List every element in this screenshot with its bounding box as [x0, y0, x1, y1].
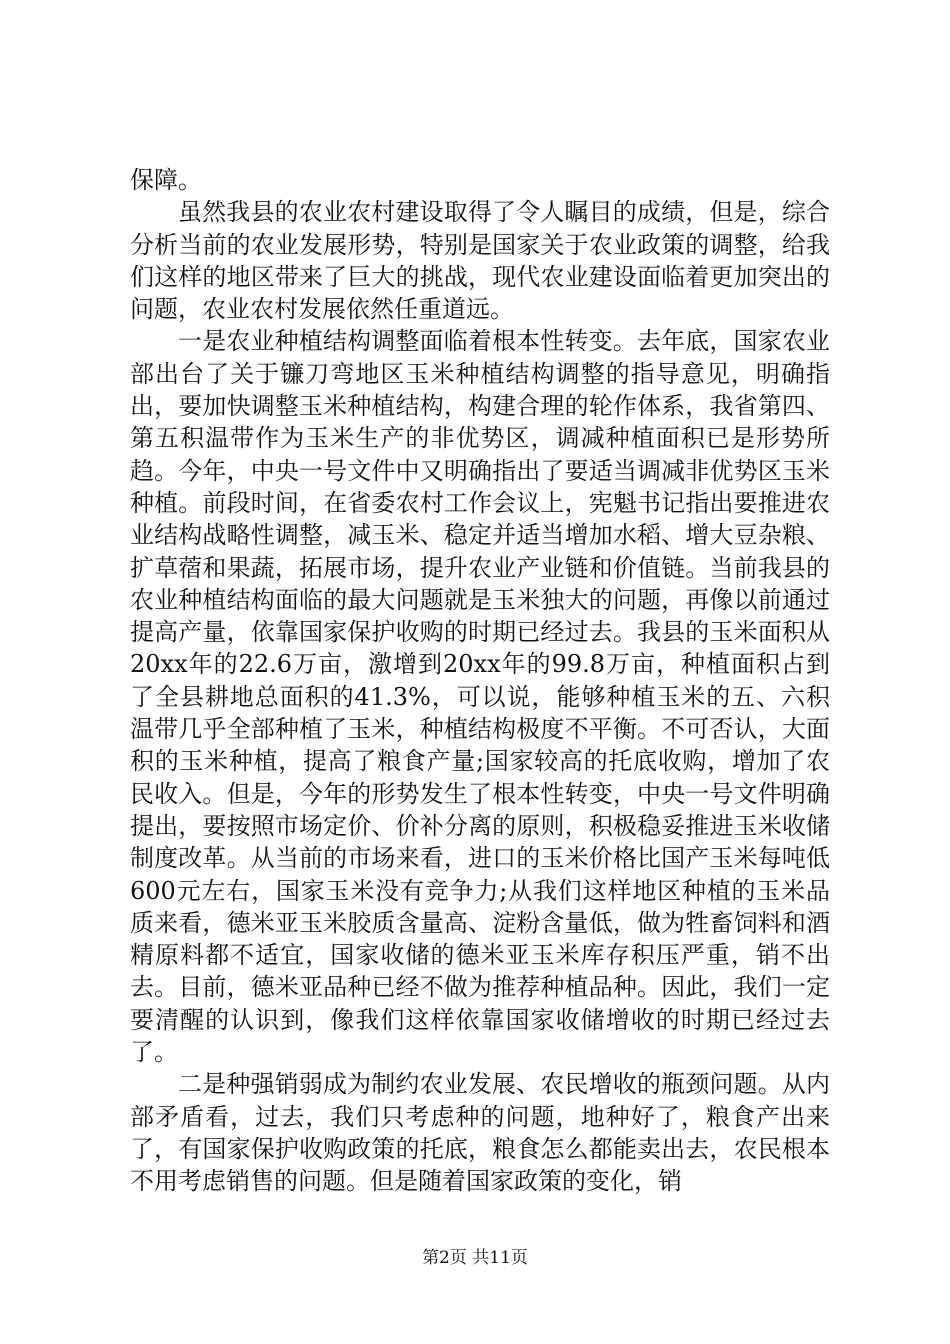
document-body — [130, 164, 830, 1198]
paragraph-3: 一是农业种植结构调整面临着根本性转变。去年底，国家农业部出台了关于镰刀弯地区玉米种植结构调整的指导意见，明确指出，要加快调整玉米种植结构，构建合理的轮作体系，我省第四、第五积温带作为玉米生产的非优势区，调减种植面积已是形势所趋。今年，中央一号文件中又明确指出了要适当调减非优势区玉米种植。前段时间，在省委农村工作会议上，宪魁书记指出要推进农业结构战略性调整，减玉米、稳定并适当增加水稻、增大豆杂粮、扩草蓿和果蔬，拓展市场，提升农业产业链和价值链。当前我县的农业种植结构面临的最大问题就是玉米独大的问题，再像以前通过提高产量，依靠国家保护收购的时期已经过去。我县的玉米面积从20xx年的22.6万亩，激增到20xx年的99.8万亩，种植面积占到了全县耕地总面积的41.3%，可以说，能够种植玉米的五、六积温带几乎全部种植了玉米，种植结构极度不平衡。不可否认，大面积的玉米种植，提高了粮食产量;国家较高的托底收购，增加了农民收入。但是，今年的形势发生了根本性转变，中央一号文件明确提出，要按照市场定价、价补分离的原则，积极稳妥推进玉米收储制度改革。从当前的市场来看，进口的玉米价格比国产玉米每吨低600元左右，国家玉米没有竞争力;从我们这样地区种植的玉米品质来看，德米亚玉米胶质含量高、淀粉含量低，做为牲畜饲料和酒精原料都不适宜，国家收储的德米亚玉米库存积压严重，销不出去。目前，德米亚品种已经不做为推荐种植品种。因此，我们一定要清醒的认识到，像我们这样依靠国家收储增收的时期已经过去了。 — [130, 327, 830, 1067]
page-number-footer: 第2页 共11页 — [422, 1248, 528, 1268]
paragraph-2: 虽然我县的农业农村建设取得了令人瞩目的成绩，但是，综合分析当前的农业发展形势，特别是国家关于农业政策的调整，给我们这样的地区带来了巨大的挑战，现代农业建设面临着更加突出的问题，农业农村发展依然任重道远。 — [130, 198, 830, 324]
paragraph-1: 保障。 — [130, 166, 202, 194]
paragraph-4: 二是种强销弱成为制约农业发展、农民增收的瓶颈问题。从内部矛盾看，过去，我们只考虑种的问题，地种好了，粮食产出来了，有国家保护收购政策的托底，粮食怎么都能卖出去，农民根本不用考虑销售的问题。但是随着国家政策的变化，销 — [130, 1070, 830, 1196]
